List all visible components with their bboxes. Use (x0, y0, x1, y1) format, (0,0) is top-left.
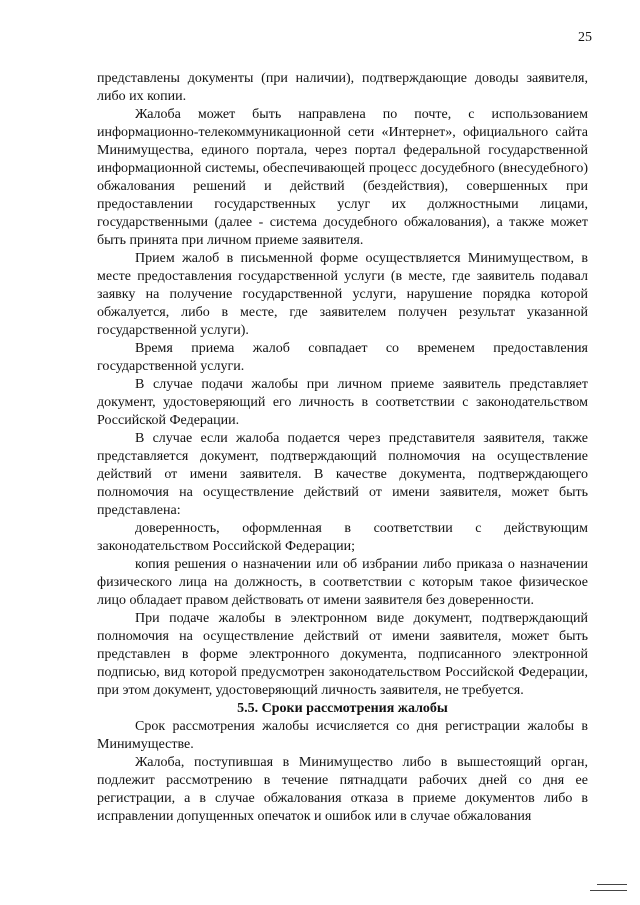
footer-rule (590, 890, 627, 891)
page-number: 25 (578, 30, 592, 45)
paragraph: Время приема жалоб совпадает со временем предоставления государственной услуги. (97, 341, 588, 374)
paragraph: В случае если жалоба подается через представителя заявителя, также представляется документ, подтверждающий полномочия на осуществление действий от имени заявителя. В качестве документа, подтверждающего полномочия на осуществление действий от имени заявителя, может быть представлена: (97, 431, 588, 518)
paragraph: Жалоба может быть направлена по почте, с использованием информационно-телекоммуникационной сети «Интернет», официального сайта Минимущества, единого портала, через портал федеральной государственной информационной системы, обеспечивающей процесс досудебного (внесудебного) обжалования решений и действий (бездействия), совершенных при предоставлении государственных услуг их должностными лицами, государственными (далее - система досудебного обжалования), а также может быть принята при личном приеме заявителя. (97, 107, 588, 248)
paragraph: В случае подачи жалобы при личном приеме заявитель представляет документ, удостоверяющий его личность в соответствии с законодательством Российской Федерации. (97, 377, 588, 428)
paragraph: представлены документы (при наличии), подтверждающие доводы заявителя, либо их копии. (97, 71, 588, 104)
paragraph: При подаче жалобы в электронном виде документ, подтверждающий полномочия на осуществление действий от имени заявителя, может быть представлен в форме электронного документа, подписанного электронной подписью, вид которой предусмотрен законодательством Российской Федерации, при этом документ, удостоверяющий личность заявителя, не требуется. (97, 611, 588, 698)
section-heading: 5.5. Сроки рассмотрения жалобы (237, 701, 448, 716)
footer-rule (597, 884, 627, 885)
list-item: доверенность, оформленная в соответствии с действующим законодательством Российской Федерации; (97, 521, 588, 554)
paragraph: Прием жалоб в письменной форме осуществляется Минимуществом, в месте предоставления государственной услуги (в месте, где заявитель подавал заявку на получение государственной услуги, нарушение порядка которой обжалуется, либо в месте, где заявителем получен результат указанной государственной услуги). (97, 251, 588, 338)
paragraph: Жалоба, поступившая в Минимущество либо в вышестоящий орган, подлежит рассмотрению в течение пятнадцати рабочих дней со дня ее регистрации, а в случае обжалования отказа в приеме документов либо в исправлении допущенных опечаток и ошибок или в случае обжалования (97, 755, 588, 824)
list-item: копия решения о назначении или об избрании либо приказа о назначении физического лица на должность, в соответствии с которым такое физическое лицо обладает правом действовать от имени заявителя без доверенности. (97, 557, 588, 608)
paragraph: Срок рассмотрения жалобы исчисляется со дня регистрации жалобы в Минимуществе. (97, 719, 588, 752)
document-body (97, 70, 588, 826)
